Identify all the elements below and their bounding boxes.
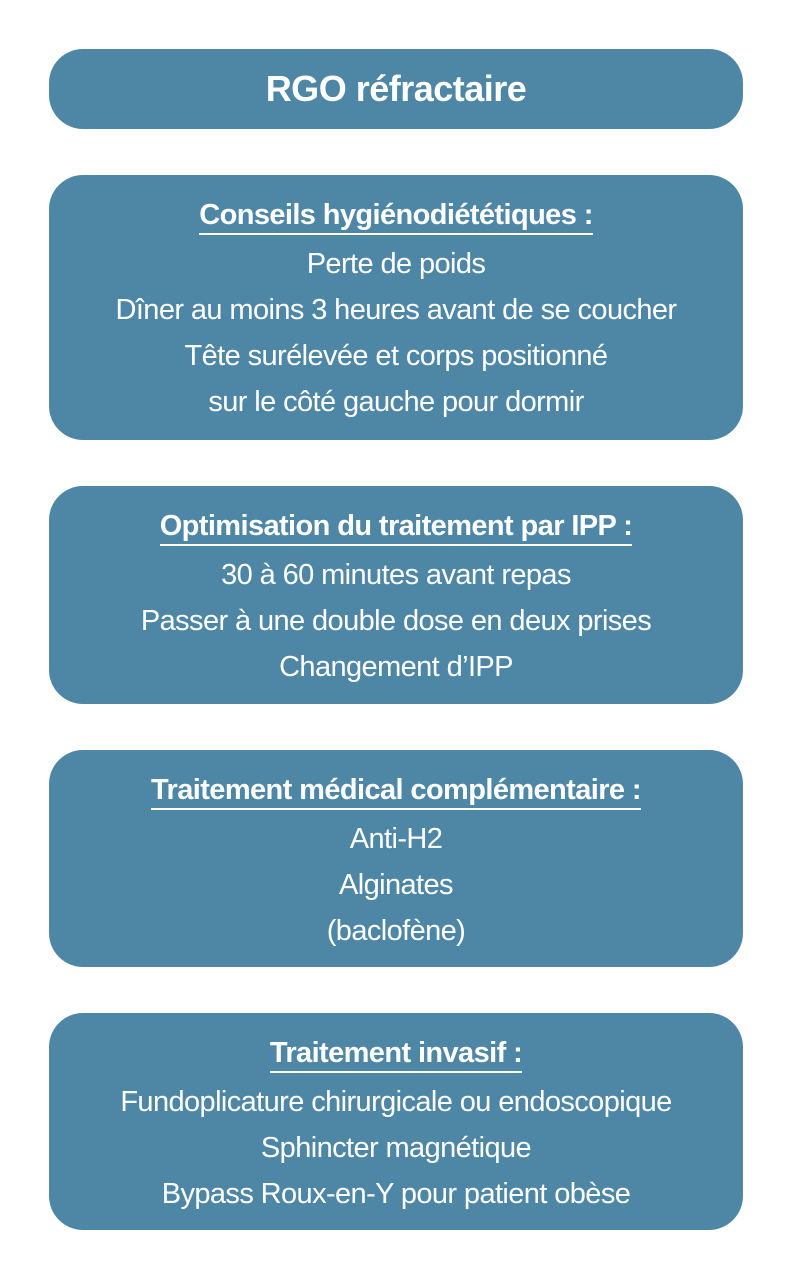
section-invasive-treatment <box>49 1013 743 1230</box>
section-line: Tête surélevée et corps positionné <box>184 340 608 372</box>
title-box <box>49 49 743 129</box>
section-line: 30 à 60 minutes avant repas <box>221 559 571 591</box>
page-title: RGO réfractaire <box>265 68 527 109</box>
section-ppi-optimization <box>49 486 743 704</box>
section-line: Changement d’IPP <box>279 651 513 683</box>
section-heading: Conseils hygiénodiététiques : <box>199 198 593 235</box>
section-complementary-medical-treatment <box>49 750 743 967</box>
section-line: Anti-H2 <box>349 823 443 855</box>
section-heading: Traitement invasif : <box>270 1036 522 1073</box>
section-line: Alginates <box>339 869 453 901</box>
section-line: (baclofène) <box>326 915 466 947</box>
section-line: Bypass Roux-en-Y pour patient obèse <box>161 1178 631 1210</box>
section-line: Perte de poids <box>306 248 486 280</box>
section-line: Sphincter magnétique <box>260 1132 532 1164</box>
section-line: Fundoplicature chirurgicale ou endoscopique <box>120 1086 672 1118</box>
section-heading: Optimisation du traitement par IPP : <box>160 509 633 546</box>
section-line: sur le côté gauche pour dormir <box>208 386 584 418</box>
section-lifestyle-advice <box>49 175 743 440</box>
section-line: Dîner au moins 3 heures avant de se coucher <box>115 294 677 326</box>
section-line: Passer à une double dose en deux prises <box>140 605 652 637</box>
section-heading: Traitement médical complémentaire : <box>151 773 641 810</box>
